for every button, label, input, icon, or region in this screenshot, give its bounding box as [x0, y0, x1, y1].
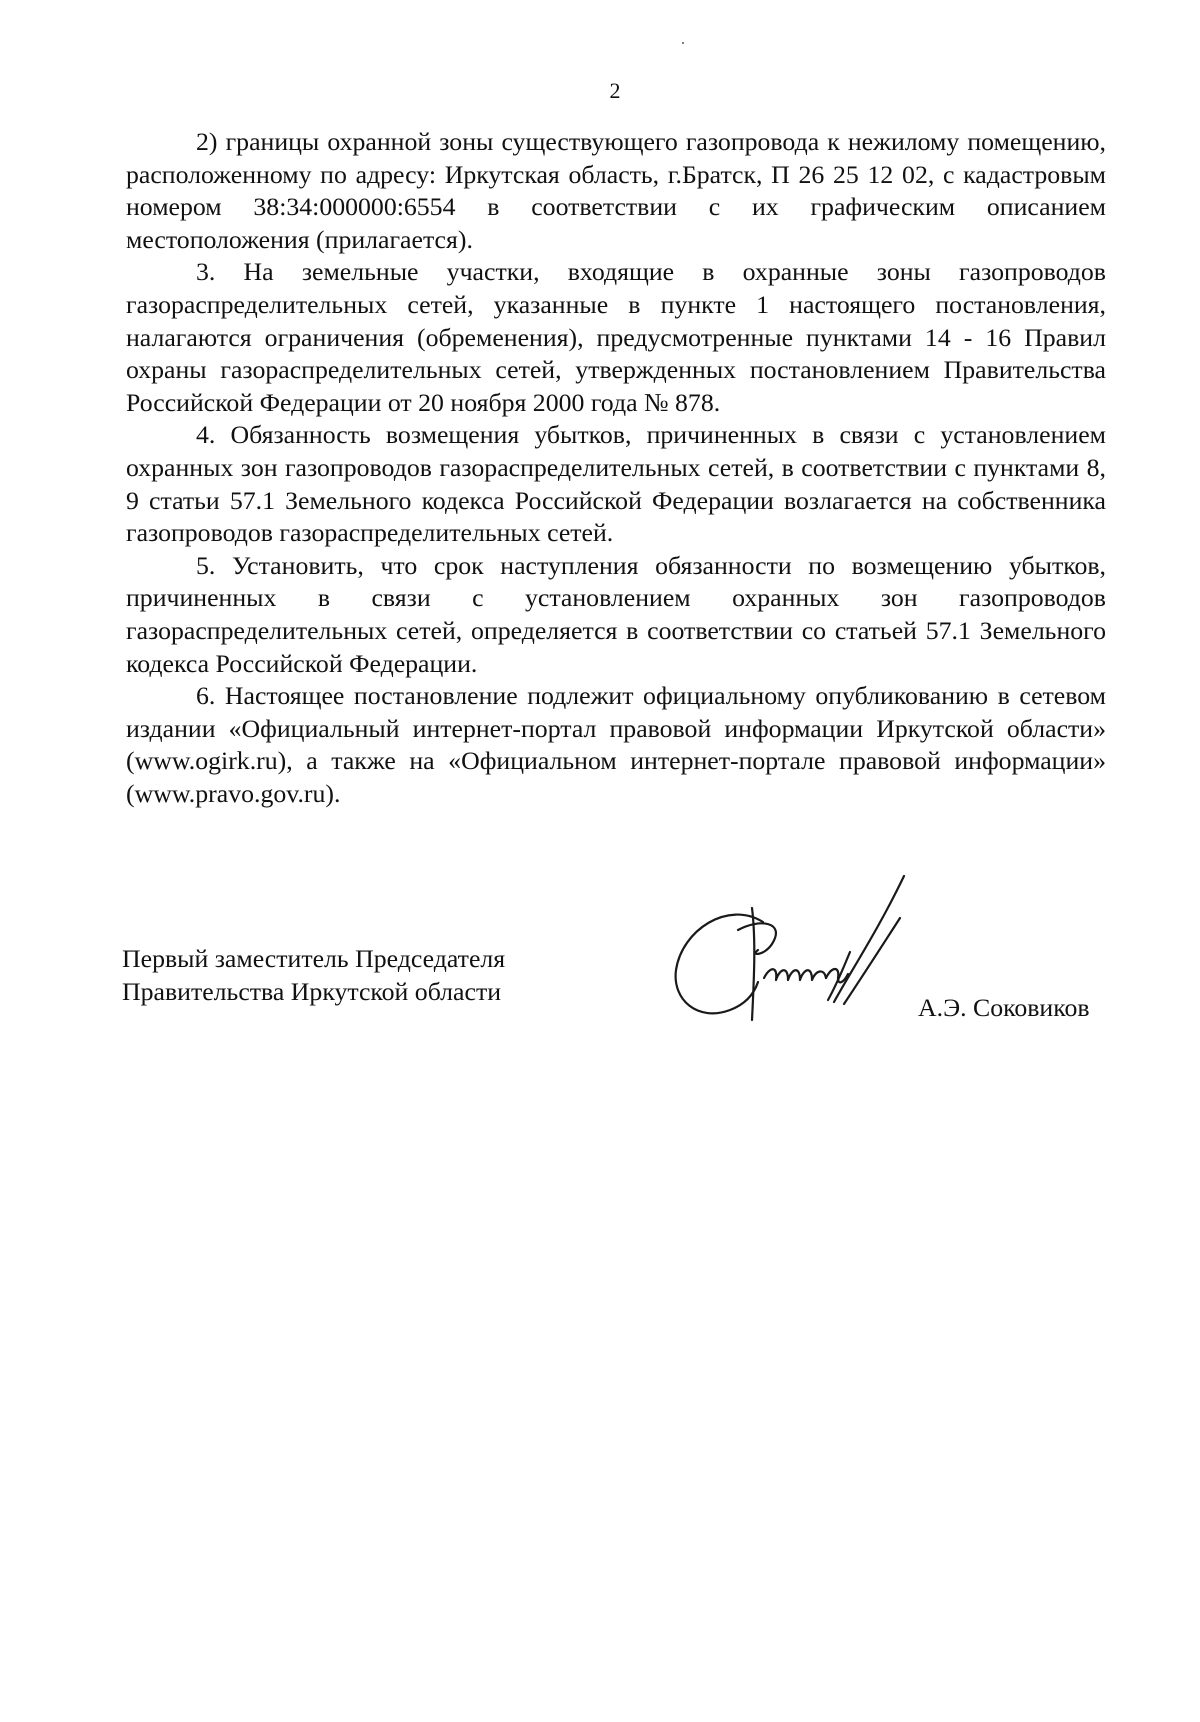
paragraph-4-compensation-duty: 4. Обязанность возмещения убытков, причиненных в связи с установлением охранных зон газопроводов газораспределительных сетей, в соответствии с пунктами 8, 9 статьи 57.1 Земельного кодекса Российской Федерации возлагается на собственника газопроводов газораспределительных сетей. — [126, 420, 1106, 548]
handwritten-signature-image — [668, 870, 928, 1030]
paragraph-6-publication: 6. Настоящее постановление подлежит официальному опубликованию в сетевом издании «Официальный интернет-портал правовой информации Иркутской области» (www.ogirk.ru), а также на «Официальном интернет-портале правовой информации» (www.pravo.gov.ru). — [126, 681, 1106, 808]
signer-title — [122, 942, 505, 1008]
paragraph-item-2-boundaries: 2) границы охранной зоны существующего газопровода к нежилому помещению, расположенному по адресу: Иркутская область, г.Братск, П 26 25 12 02, с кадастровым номером 38:34:000000:6554 в соответствии с их графическим описанием местоположения (прилагается). — [126, 127, 1106, 254]
signer-name: А.Э. Соковиков — [918, 993, 1090, 1022]
paragraph-5-compensation-term: 5. Установить, что срок наступления обязанности по возмещению убытков, причиненных в связи с установлением охранных зон газопроводов газораспределительных сетей, определяется в соответствии со статьей 57.1 Земельного кодекса Российской Федерации. — [126, 550, 1106, 678]
signer-title-line-2: Правительства Иркутской области — [122, 977, 502, 1006]
page-number: 2 — [609, 78, 621, 103]
signer-title-line-1: Первый заместитель Председателя — [122, 944, 506, 973]
paragraph-3-restrictions: 3. На земельные участки, входящие в охранные зоны газопроводов газораспределительных сетей, указанные в пункте 1 настоящего постановления, налагаются ограничения (обременения), предусмотренные пунктами 14 - 16 Правил охраны газораспределительных сетей, утвержденных постановлением Правительства Российской Федерации от 20 ноября 2000 года № 878. — [126, 257, 1106, 417]
